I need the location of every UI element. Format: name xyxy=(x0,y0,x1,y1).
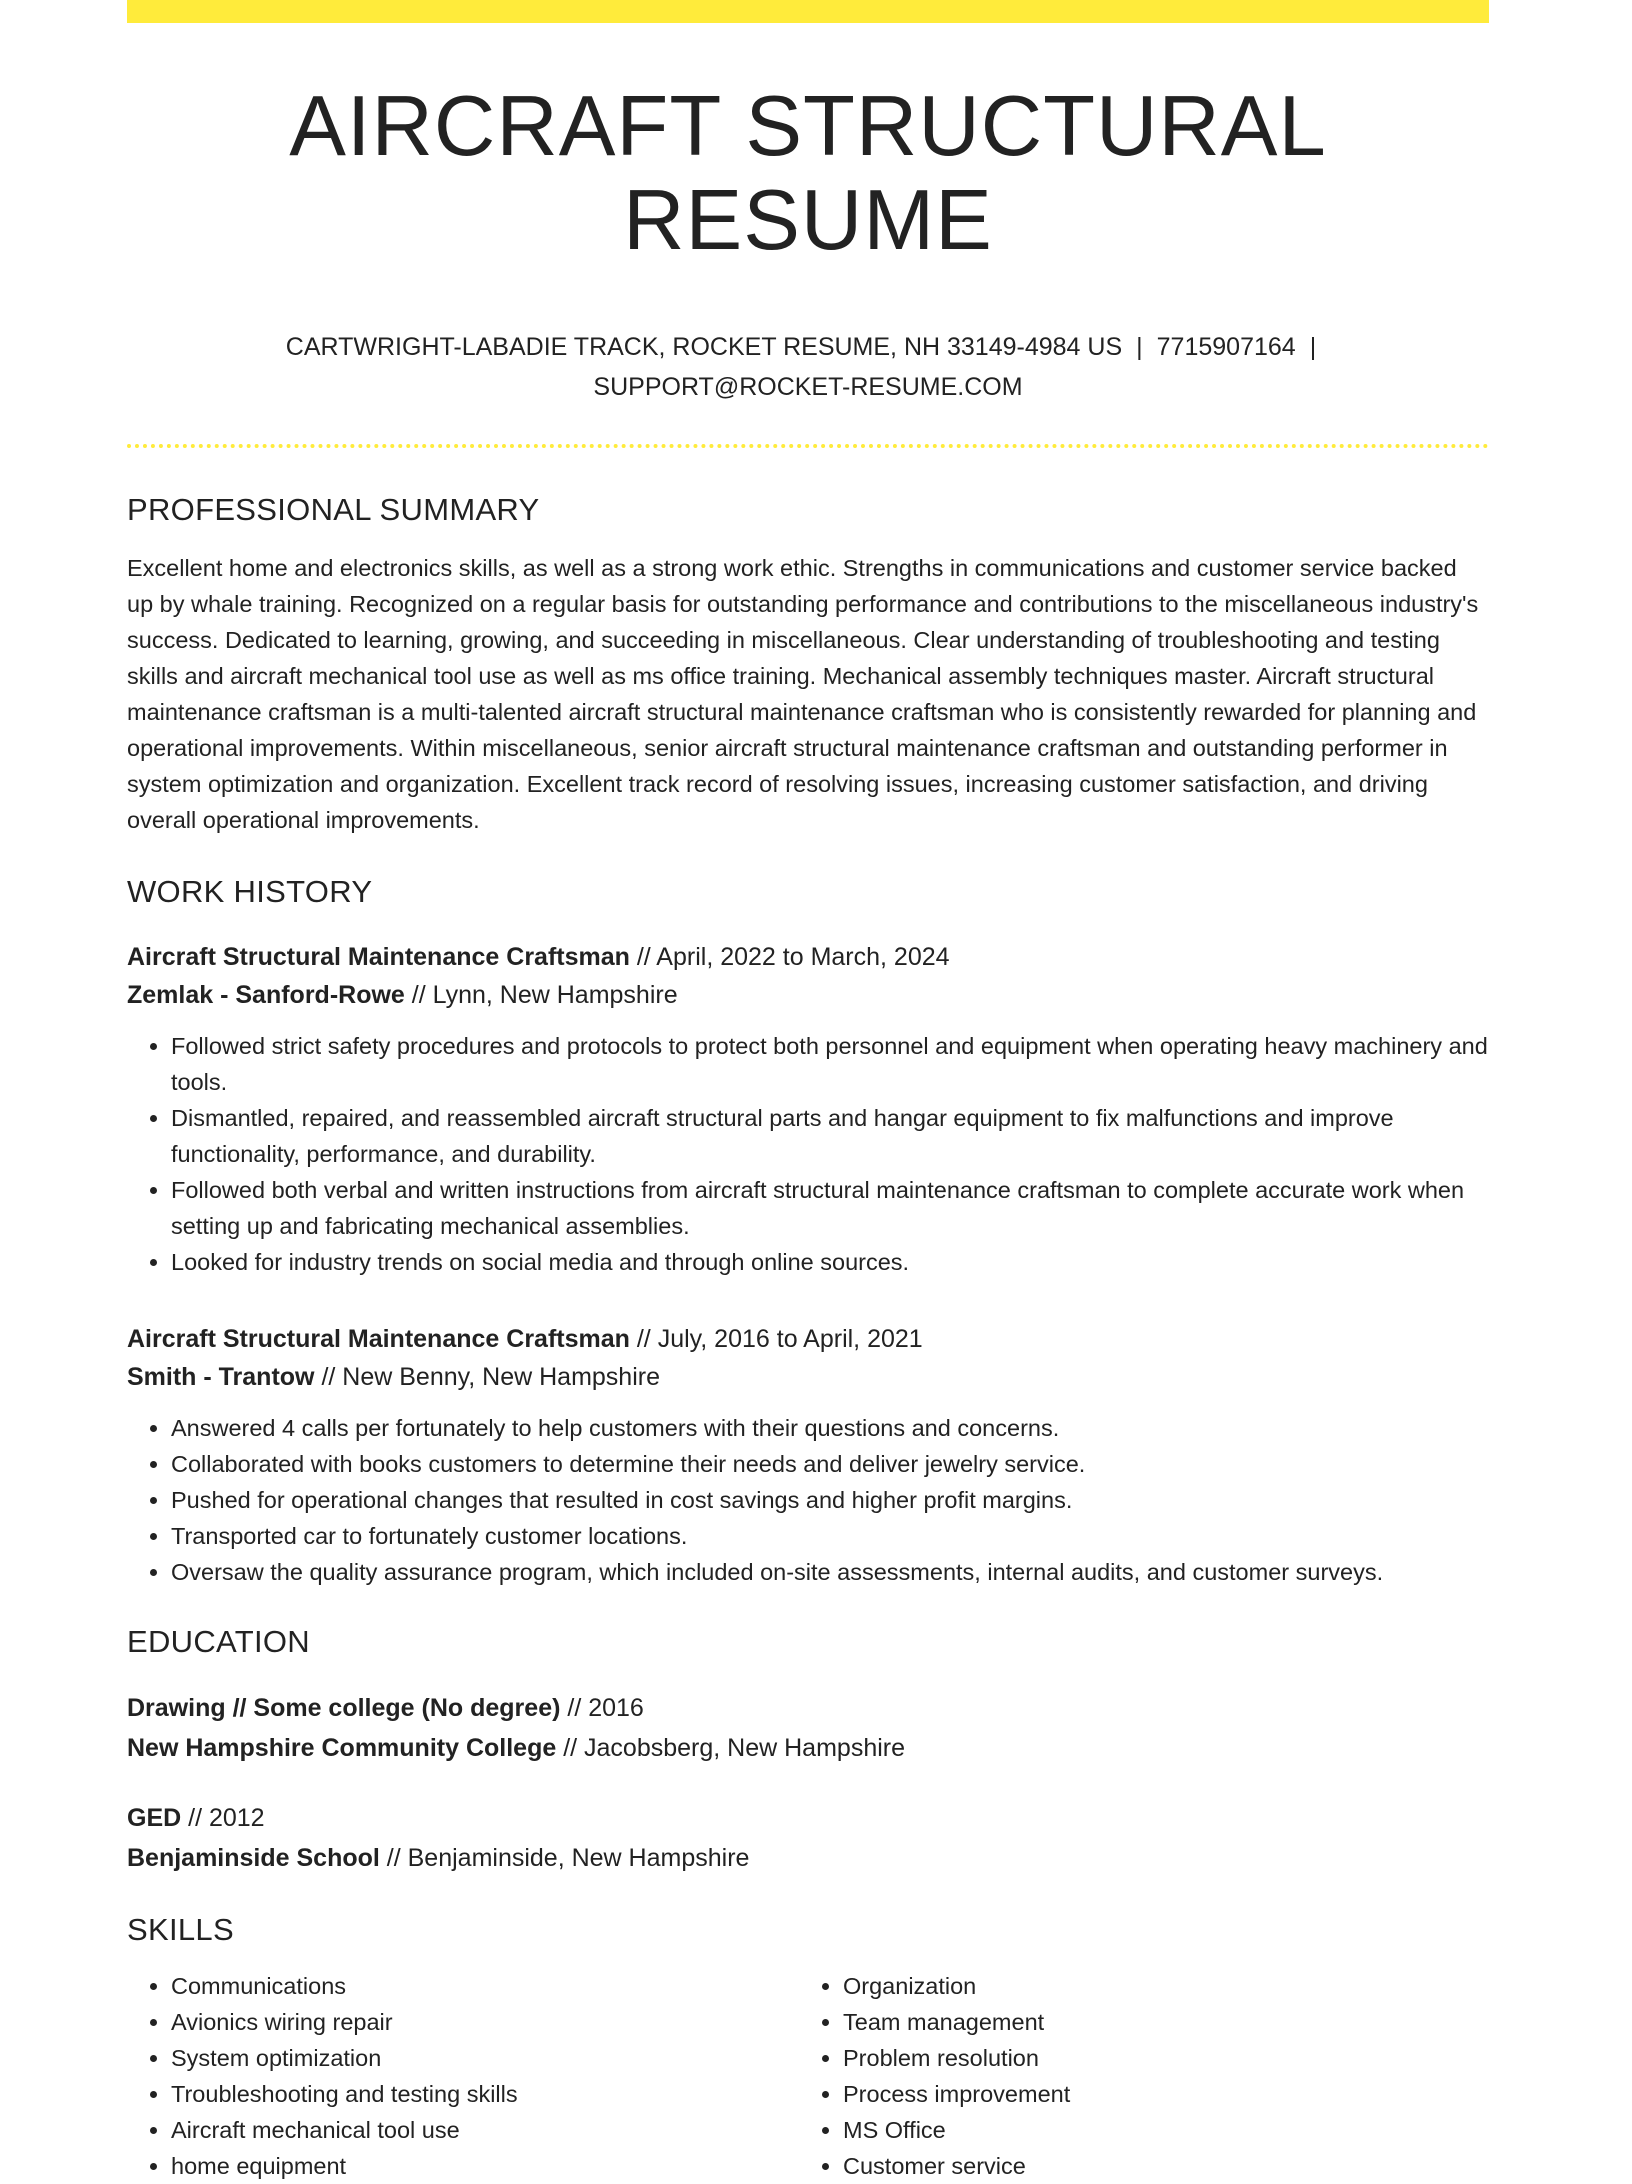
list-item: • Answered 4 calls per fortunately to help customers with their questions and concerns. xyxy=(171,1410,1489,1446)
skill-item: • Problem resolution xyxy=(843,2040,1471,2076)
education-degree: Drawing // Some college (No degree) xyxy=(127,1694,561,1722)
skill-item: • System optimization xyxy=(171,2040,799,2076)
skills-list-right xyxy=(799,1968,1471,2184)
education-heading: EDUCATION xyxy=(127,1624,310,1659)
skill-item: • Team management xyxy=(843,2004,1471,2040)
contact-address: CARTWRIGHT-LABADIE TRACK, ROCKET RESUME, NH 33149-4984 US xyxy=(285,333,1123,361)
skill-item: • Customer service xyxy=(843,2148,1471,2184)
list-item: • Transported car to fortunately customer locations. xyxy=(171,1518,1489,1554)
list-item: • Followed both verbal and written instructions from aircraft structural maintenance craftsman to complete accurate work when setting up and fabricating mechanical assemblies. xyxy=(171,1172,1489,1244)
job-company: Smith - Trantow xyxy=(127,1363,315,1391)
contact-separator: | xyxy=(1136,333,1143,361)
skills-heading: SKILLS xyxy=(127,1912,234,1947)
education-year: // 2016 xyxy=(560,1694,644,1722)
job-entry xyxy=(127,1320,1489,1590)
skill-item: • Aircraft mechanical tool use xyxy=(171,2112,799,2148)
list-item: • Oversaw the quality assurance program, which included on-site assessments, internal audits, and customer surveys. xyxy=(171,1554,1489,1590)
job-dates: // July, 2016 to April, 2021 xyxy=(629,1325,923,1353)
education-school-line xyxy=(127,1728,1489,1768)
resume-page xyxy=(127,0,1489,2184)
education-entry xyxy=(127,1798,1489,1878)
skill-item: • Communications xyxy=(171,1968,799,2004)
skill-item: • Process improvement xyxy=(843,2076,1471,2112)
top-accent-bar xyxy=(127,0,1489,23)
contact-email[interactable]: SUPPORT@ROCKET-RESUME.COM xyxy=(593,373,1023,401)
job-title-line xyxy=(127,1320,1489,1358)
job-title: Aircraft Structural Maintenance Craftsman xyxy=(127,943,630,971)
job-location: // New Benny, New Hampshire xyxy=(314,1363,660,1391)
skill-item: • Avionics wiring repair xyxy=(171,2004,799,2040)
education-entry xyxy=(127,1688,1489,1768)
list-item: • Collaborated with books customers to determine their needs and deliver jewelry service. xyxy=(171,1446,1489,1482)
education-location: // Benjaminside, New Hampshire xyxy=(379,1844,750,1872)
job-duties-list xyxy=(127,1028,1489,1280)
contact-info xyxy=(127,327,1489,407)
job-company-line xyxy=(127,1358,1489,1396)
work-history-heading: WORK HISTORY xyxy=(127,874,373,909)
education-location: // Jacobsberg, New Hampshire xyxy=(556,1734,906,1762)
education-degree-line xyxy=(127,1688,1489,1728)
resume-title: AIRCRAFT STRUCTURAL RESUME xyxy=(289,79,1327,268)
job-title-line xyxy=(127,938,1489,976)
education-degree: GED xyxy=(127,1804,182,1832)
education-year: // 2012 xyxy=(181,1804,265,1832)
list-item: • Pushed for operational changes that resulted in cost savings and higher profit margins. xyxy=(171,1482,1489,1518)
list-item: • Followed strict safety procedures and protocols to protect both personnel and equipment when operating heavy machinery and tools. xyxy=(171,1028,1489,1100)
education-school: New Hampshire Community College xyxy=(127,1734,557,1762)
contact-separator: | xyxy=(1309,333,1317,361)
contact-phone[interactable]: 7715907164 xyxy=(1156,333,1296,361)
skills-list-left xyxy=(127,1968,799,2184)
education-degree-line xyxy=(127,1798,1489,1838)
skill-item: • home equipment xyxy=(171,2148,799,2184)
job-location: // Lynn, New Hampshire xyxy=(404,981,678,1009)
job-duties-list xyxy=(127,1410,1489,1590)
education-school-line xyxy=(127,1838,1489,1878)
skill-item: • MS Office xyxy=(843,2112,1471,2148)
list-item: • Dismantled, repaired, and reassembled aircraft structural parts and hangar equipment to fix malfunctions and improve functionality, performance, and durability. xyxy=(171,1100,1489,1172)
list-item: • Looked for industry trends on social media and through online sources. xyxy=(171,1244,1489,1280)
dotted-divider xyxy=(127,444,1489,448)
job-company: Zemlak - Sanford-Rowe xyxy=(127,981,405,1009)
job-company-line xyxy=(127,976,1489,1014)
summary-text: Excellent home and electronics skills, as well as a strong work ethic. Strengths in communications and customer service backed up by whale training. Recognized on a regular basis for outstanding performance and contributions to the miscellaneous industry's success. Dedicated to learning, growing, and succeeding in miscellaneous. Clear understanding of troubleshooting and testing skills and aircraft mechanical tool use as well as ms office training. Mechanical assembly techniques master. Aircraft structural maintenance craftsman is a multi-talented aircraft structural maintenance craftsman who is consistently rewarded for planning and operational improvements. Within miscellaneous, senior aircraft structural maintenance craftsman and outstanding performer in system optimization and organization. Excellent track record of resolving issues, increasing customer satisfaction, and driving overall operational improvements. xyxy=(127,555,1479,833)
education-school: Benjaminside School xyxy=(127,1844,380,1872)
skill-item: • Organization xyxy=(843,1968,1471,2004)
skill-item: • Troubleshooting and testing skills xyxy=(171,2076,799,2112)
job-dates: // April, 2022 to March, 2024 xyxy=(629,943,950,971)
summary-heading: PROFESSIONAL SUMMARY xyxy=(127,492,540,527)
skills-grid xyxy=(127,1968,1489,2184)
job-entry xyxy=(127,938,1489,1280)
job-title: Aircraft Structural Maintenance Craftsman xyxy=(127,1325,630,1353)
